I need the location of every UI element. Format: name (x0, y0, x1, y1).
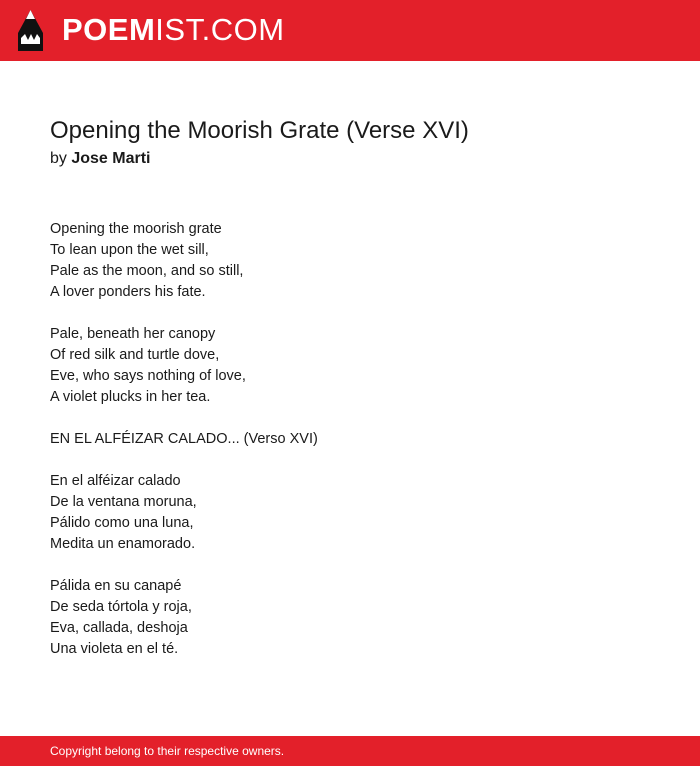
poem-line: Medita un enamorado. (50, 536, 196, 552)
poem-body (50, 219, 650, 681)
site-logo[interactable] (62, 11, 285, 49)
poem-line: De la ventana moruna, (50, 494, 197, 510)
poem-line: Pale as the moon, and so still, (50, 263, 244, 279)
poem-line: A violet plucks in her tea. (50, 389, 211, 405)
stanza (50, 219, 650, 303)
logo-text-light: IST.COM (155, 12, 285, 47)
poem-line: EN EL ALFÉIZAR CALADO... (Verso XVI) (50, 431, 318, 447)
poem-byline (50, 148, 151, 170)
poem-line: Pale, beneath her canopy (50, 326, 216, 342)
by-label: by (50, 150, 67, 167)
poem-line: Una violeta en el té. (50, 641, 179, 657)
pencil-logo-icon[interactable] (18, 10, 43, 51)
poem-line: Eva, callada, deshoja (50, 620, 188, 636)
poem-line: Eve, who says nothing of love, (50, 368, 246, 384)
poem-line: Opening the moorish grate (50, 221, 222, 237)
stanza (50, 429, 650, 450)
poem-line: To lean upon the wet sill, (50, 242, 209, 258)
site-header (0, 0, 700, 61)
logo-text-strong: POEM (62, 12, 156, 47)
poem-author: Jose Marti (71, 150, 151, 167)
poem-line: Of red silk and turtle dove, (50, 347, 220, 363)
stanza (50, 324, 650, 408)
stanza (50, 576, 650, 660)
copyright-text: Copyright belong to their respective owners. (50, 744, 285, 758)
poem-line: Pálida en su canapé (50, 578, 182, 594)
site-footer (0, 736, 700, 766)
poem-line: En el alféizar calado (50, 473, 181, 489)
stanza (50, 471, 650, 555)
poem-line: De seda tórtola y roja, (50, 599, 192, 615)
poem-line: A lover ponders his fate. (50, 284, 206, 300)
poem-title: Opening the Moorish Grate (Verse XVI) (50, 117, 469, 144)
poem-line: Pálido como una luna, (50, 515, 194, 531)
